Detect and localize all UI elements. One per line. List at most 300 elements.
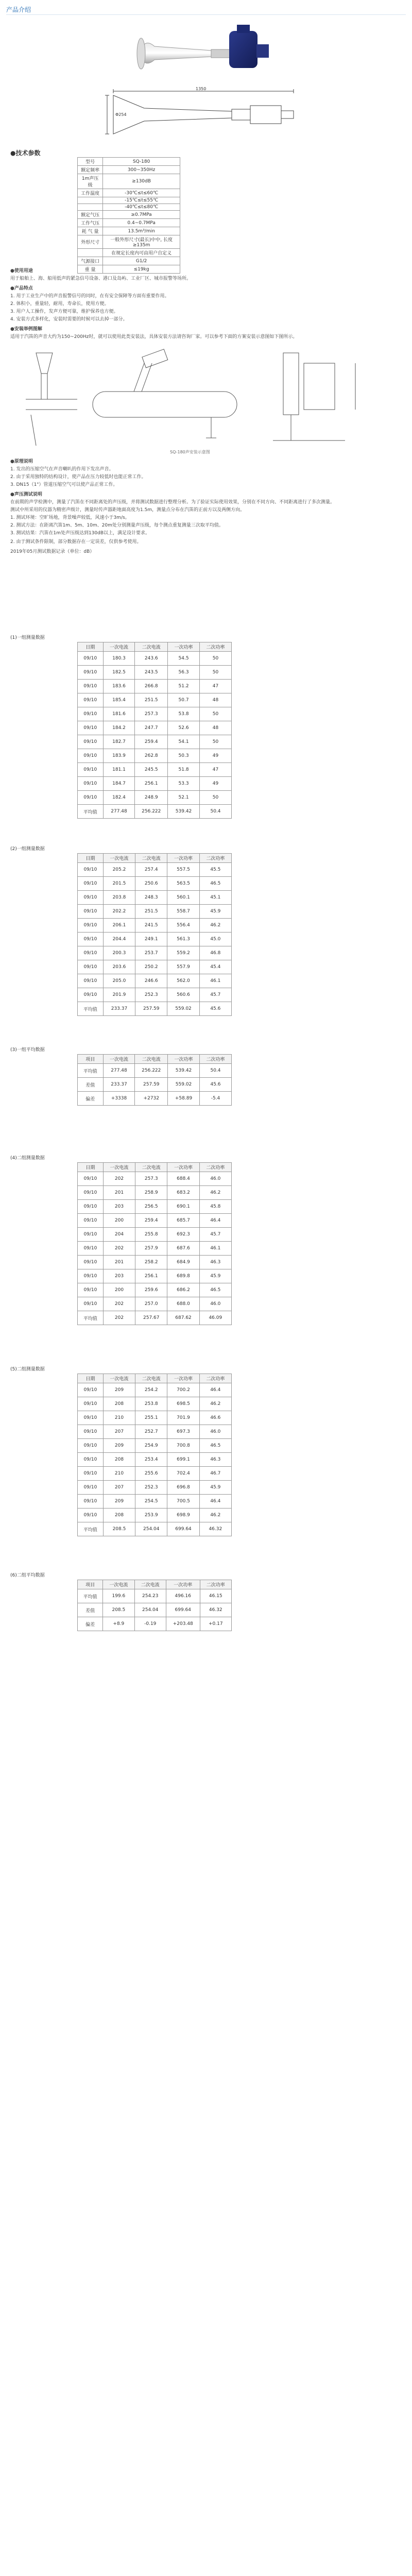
spec-row [78, 249, 180, 257]
table-header: 二次功率 [199, 854, 231, 863]
table-cell: 256.1 [135, 777, 168, 791]
table-header: 二次功率 [200, 1580, 231, 1589]
table-cell: 46.6 [199, 1411, 231, 1425]
table-header: 一次电流 [103, 1374, 135, 1383]
table-cell: 202.2 [103, 905, 135, 919]
spec-value: 在规定长度内可由用户自定义 [103, 249, 180, 257]
spec-row [78, 158, 180, 166]
table-cell: 09/10 [78, 974, 104, 988]
table-cell: 688.0 [167, 1297, 199, 1311]
table-cell: 45.7 [199, 1228, 231, 1242]
table-cell: 46.0 [199, 1425, 231, 1439]
feature-item: 4. 安装方式多样化，安装时需要的时候可以去掉一部分。 [10, 317, 128, 322]
table-cell: 182.4 [103, 791, 135, 805]
table-cell: 684.9 [167, 1256, 199, 1269]
table-cell: 699.64 [166, 1603, 200, 1617]
table-header: 二次电流 [135, 642, 168, 652]
table-cell: 46.2 [199, 1509, 231, 1522]
table-cell: 690.1 [167, 1200, 199, 1214]
test-paragraph: 1. 测试环境：空旷场地，背景噪声较低，风速小于3m/s。 [10, 515, 130, 520]
table-row [78, 1383, 232, 1397]
table-cell: 09/10 [78, 905, 104, 919]
table-cell: 204.4 [103, 933, 135, 946]
table-cell: 702.4 [167, 1467, 199, 1481]
spec-label: 1m声压级 [78, 174, 103, 189]
table-cell: 252.3 [135, 1481, 167, 1495]
spec-row [78, 235, 180, 249]
table-cell: 09/10 [78, 988, 104, 1002]
table-cell: 700.5 [167, 1495, 199, 1509]
table-cell: 200 [103, 1214, 135, 1228]
table-cell: 09/10 [78, 960, 104, 974]
dimension-drawing [103, 85, 309, 144]
table-header: 一次电流 [103, 1163, 135, 1172]
table-cell: 184.7 [103, 777, 135, 791]
table-cell: 559.02 [168, 1078, 200, 1092]
table-cell: 56.3 [168, 666, 200, 680]
table-row [78, 1172, 232, 1186]
table-header: 日期 [78, 1374, 104, 1383]
table-row [78, 735, 232, 749]
table-cell: +8.9 [103, 1617, 134, 1631]
table-cell: 50 [200, 707, 232, 721]
table-cell: 09/10 [78, 877, 104, 891]
table-cell: 09/10 [78, 863, 104, 877]
dim-mouth-label: Φ254 [115, 112, 127, 117]
table-header: 日期 [78, 854, 104, 863]
table-cell: 49 [200, 749, 232, 763]
table-cell: 210 [103, 1467, 135, 1481]
table-cell: 255.8 [135, 1228, 167, 1242]
table-cell: 46.2 [199, 1397, 231, 1411]
table-cell: 563.5 [167, 877, 199, 891]
table-cell: 250.6 [135, 877, 167, 891]
test-paragraph: 测试中所采用的仪器为精密声级计，测量时传声器距地面高度为1.5m，测量点分布在汽笛的正前方以及两侧方向。 [10, 507, 245, 513]
table-cell: 50 [200, 652, 232, 666]
table-cell: 50 [200, 735, 232, 749]
table-cell: 258.9 [135, 1186, 167, 1200]
table-cell: 09/10 [78, 680, 104, 693]
table-row [78, 1439, 232, 1453]
table-cell: 255.6 [135, 1467, 167, 1481]
table-header: 二次电流 [135, 1374, 167, 1383]
table-cell: 277.48 [103, 1064, 135, 1078]
table-cell: 250.2 [135, 960, 167, 974]
table-cell: 09/10 [78, 1509, 104, 1522]
breadcrumb[interactable]: 产品介绍 [6, 6, 31, 13]
table-cell: 248.9 [135, 791, 168, 805]
spec-label: 工作气压 [78, 219, 103, 227]
table-cell: 209 [103, 1439, 135, 1453]
table-cell: 699.64 [167, 1522, 199, 1536]
table-cell: 45.8 [199, 1200, 231, 1214]
table-cell: 208.5 [103, 1603, 134, 1617]
table-cell: 09/10 [78, 791, 104, 805]
table-cell: 50.7 [168, 693, 200, 707]
table-cell: 561.3 [167, 933, 199, 946]
table-caption: (3)一组平均数据 [10, 1047, 45, 1053]
table-cell: 09/10 [78, 1200, 104, 1214]
table-cell: 180.3 [103, 652, 135, 666]
table-cell: 平均值 [78, 1589, 103, 1603]
table-cell: 45.4 [199, 960, 231, 974]
table-row [78, 1186, 232, 1200]
table-cell: 266.8 [135, 680, 168, 693]
table-row [78, 791, 232, 805]
table-cell: 09/10 [78, 1269, 104, 1283]
table-cell: 平均值 [78, 1002, 104, 1016]
table-row [78, 1522, 232, 1536]
table-row [78, 680, 232, 693]
table-cell: 558.7 [167, 905, 199, 919]
table-cell: 09/10 [78, 1495, 104, 1509]
data-table [77, 1374, 232, 1536]
table-header: 二次电流 [135, 854, 167, 863]
table-cell: 46.5 [199, 1439, 231, 1453]
table-cell: 09/10 [78, 1172, 104, 1186]
table-cell: -5.4 [200, 1092, 232, 1106]
spec-row [78, 204, 180, 211]
table-cell: 201 [103, 1256, 135, 1269]
table-cell: 199.6 [103, 1589, 134, 1603]
table-row [78, 1256, 232, 1269]
spec-value: -30℃≤t≤60℃ [103, 189, 180, 197]
installation-figure [15, 343, 397, 448]
table-cell: 09/10 [78, 1383, 104, 1397]
table-cell: 560.6 [167, 988, 199, 1002]
table-cell: 248.3 [135, 891, 167, 905]
spec-value: G1/2 [103, 257, 180, 265]
table-caption: (2)一组测量数据 [10, 846, 45, 852]
table-row [78, 1311, 232, 1325]
table-cell: 09/10 [78, 693, 104, 707]
spec-label: 气源接口 [78, 257, 103, 265]
table-cell: 09/10 [78, 1397, 104, 1411]
table-cell: 243.6 [135, 652, 168, 666]
table-cell: 平均值 [78, 1064, 104, 1078]
table-row [78, 652, 232, 666]
table-row [78, 1425, 232, 1439]
table-cell: 52.6 [168, 721, 200, 735]
table-cell: 560.1 [167, 891, 199, 905]
table-cell: 09/10 [78, 1256, 104, 1269]
table-row [78, 1509, 232, 1522]
data-table [77, 1054, 232, 1106]
table-cell: 253.8 [135, 1397, 167, 1411]
table-cell: 256.222 [135, 805, 168, 819]
table-cell: 246.6 [135, 974, 167, 988]
table-cell: 183.6 [103, 680, 135, 693]
table-cell: 181.6 [103, 707, 135, 721]
table-row [78, 805, 232, 819]
table-cell: 平均值 [78, 1311, 104, 1325]
install-title: ●安装举例图解 [10, 327, 42, 332]
product-photo [134, 22, 278, 78]
intro-title: ●使用用途 [10, 268, 33, 274]
table-cell: 698.5 [167, 1397, 199, 1411]
spec-label: 额定频率 [78, 166, 103, 174]
spec-value: 13.5m³/min [103, 227, 180, 235]
table-cell: 208.5 [103, 1522, 135, 1536]
table-cell: 45.6 [200, 1078, 232, 1092]
table-cell: 09/10 [78, 946, 104, 960]
table-cell: 203 [103, 1269, 135, 1283]
table-row [78, 1064, 232, 1078]
test-paragraphs [10, 499, 402, 537]
table-cell: 207 [103, 1481, 135, 1495]
table-cell: 09/10 [78, 919, 104, 933]
table-cell: 556.4 [167, 919, 199, 933]
table-cell: +3338 [103, 1092, 135, 1106]
table-cell: 09/10 [78, 1283, 104, 1297]
table-cell: 53.3 [168, 777, 200, 791]
table-cell: 257.59 [135, 1078, 168, 1092]
table-cell: 277.48 [103, 805, 135, 819]
principle-title: ●原理说明 [10, 459, 33, 464]
table-cell: 183.9 [103, 749, 135, 763]
table-cell: 687.62 [167, 1311, 199, 1325]
table-cell: 09/10 [78, 1453, 104, 1467]
table-cell: 207 [103, 1425, 135, 1439]
table-cell: 539.42 [168, 805, 200, 819]
table-cell: 699.1 [167, 1453, 199, 1467]
table-cell: 689.8 [167, 1269, 199, 1283]
table-cell: 差值 [78, 1078, 104, 1092]
table-row [78, 1283, 232, 1297]
table-cell: 46.1 [199, 974, 231, 988]
table-cell: 257.0 [135, 1297, 167, 1311]
table-header: 项目 [78, 1580, 103, 1589]
table-row [78, 1078, 232, 1092]
table-cell: 245.5 [135, 763, 168, 777]
table-header: 一次功率 [167, 854, 199, 863]
table-cell: 09/10 [78, 933, 104, 946]
table-caption: (5)二组测量数据 [10, 1367, 45, 1372]
table-cell: 50 [200, 791, 232, 805]
table-row [78, 777, 232, 791]
table-cell: 53.8 [168, 707, 200, 721]
table-header: 日期 [78, 642, 104, 652]
table-row [78, 1228, 232, 1242]
table-cell: 688.4 [167, 1172, 199, 1186]
table-cell: 平均值 [78, 805, 104, 819]
table-row [78, 891, 232, 905]
table-cell: 254.5 [135, 1495, 167, 1509]
table-header: 一次功率 [167, 1374, 199, 1383]
spec-label [78, 197, 103, 204]
test-paragraph: 2. 测试方法：在距离汽笛1m、5m、10m、20m处分别测量声压级，每个测点重复测量三次取平均值。 [10, 523, 224, 528]
table-cell: 54.1 [168, 735, 200, 749]
table-cell: 09/10 [78, 777, 104, 791]
table-cell: 256.1 [135, 1269, 167, 1283]
table-row [78, 666, 232, 680]
table-cell: 09/10 [78, 891, 104, 905]
tables-title: 2019年05月测试数据记录（单位：dB） [10, 549, 95, 554]
table-cell: 208 [103, 1453, 135, 1467]
table-cell: 09/10 [78, 1242, 104, 1256]
figure-caption: SQ-180声安装示意图 [170, 450, 210, 454]
table-row [78, 1617, 232, 1631]
table-cell: 09/10 [78, 735, 104, 749]
spec-label [78, 249, 103, 257]
table-row [78, 1092, 232, 1106]
table-cell: 233.37 [103, 1002, 135, 1016]
table-cell: 259.4 [135, 1214, 167, 1228]
table-cell: 233.37 [103, 1078, 135, 1092]
table-caption: (4)二组测量数据 [10, 1156, 45, 1161]
table-cell: 256.5 [135, 1200, 167, 1214]
table-cell: 209 [103, 1383, 135, 1397]
table-row [78, 919, 232, 933]
spec-row [78, 211, 180, 219]
table-cell: 182.5 [103, 666, 135, 680]
table-cell: 254.9 [135, 1439, 167, 1453]
table-header: 二次功率 [200, 642, 232, 652]
spec-row [78, 166, 180, 174]
table-cell: 257.9 [135, 1242, 167, 1256]
table-cell: 09/10 [78, 1186, 104, 1200]
table-cell: 09/10 [78, 652, 104, 666]
table-cell: 254.04 [135, 1522, 167, 1536]
table-cell: +58.89 [168, 1092, 200, 1106]
table-row [78, 693, 232, 707]
table-cell: 257.67 [135, 1311, 167, 1325]
table-row [78, 1481, 232, 1495]
table-cell: 09/10 [78, 749, 104, 763]
feature-item: 2. 体积小，重量轻，耐用，寿命长，使用方便。 [10, 301, 109, 307]
table-cell: 09/10 [78, 1411, 104, 1425]
spec-label: 耗 气 量 [78, 227, 103, 235]
table-cell: 45.1 [199, 891, 231, 905]
table-cell: 46.5 [199, 877, 231, 891]
table-row [78, 1242, 232, 1256]
table-header: 项目 [78, 1055, 104, 1064]
table-cell: 48 [200, 693, 232, 707]
spec-row [78, 257, 180, 265]
table-cell: 559.2 [167, 946, 199, 960]
table-header: 二次电流 [135, 1055, 168, 1064]
table-cell: 48 [200, 721, 232, 735]
table-cell: 255.1 [135, 1411, 167, 1425]
data-table [77, 853, 232, 1016]
table-cell: 254.23 [134, 1589, 166, 1603]
table-row [78, 721, 232, 735]
spec-row [78, 219, 180, 227]
table-cell: 210 [103, 1411, 135, 1425]
table-cell: 698.9 [167, 1509, 199, 1522]
table-cell: 偏差 [78, 1092, 104, 1106]
table-cell: 46.0 [199, 1297, 231, 1311]
table-cell: 185.4 [103, 693, 135, 707]
principle-item: 1. 发出的压缩空气在声音喇叭的作用下发出声音。 [10, 467, 114, 472]
table-row [78, 1297, 232, 1311]
table-cell: 204 [103, 1228, 135, 1242]
table-cell: 241.5 [135, 919, 167, 933]
table-cell: 701.9 [167, 1411, 199, 1425]
table-cell: 259.6 [135, 1283, 167, 1297]
table-cell: 09/10 [78, 1228, 104, 1242]
table-cell: 46.4 [199, 1495, 231, 1509]
table-cell: 243.5 [135, 666, 168, 680]
feature-item: 1. 用于工业生产中的声音报警信号的同时，在有安全保障等方面有重要作用。 [10, 294, 169, 299]
table-cell: 45.9 [199, 1269, 231, 1283]
table-cell: 201.9 [103, 988, 135, 1002]
table-cell: 50.3 [168, 749, 200, 763]
table-cell: 45.7 [199, 988, 231, 1002]
test-title: ●声压测试说明 [10, 492, 42, 497]
table-cell: 685.7 [167, 1214, 199, 1228]
table-cell: 257.3 [135, 1172, 167, 1186]
spec-row [78, 174, 180, 189]
table-header: 一次功率 [167, 1163, 199, 1172]
table-cell: 254.04 [134, 1603, 166, 1617]
spec-value: ≥0.7MPa [103, 211, 180, 219]
table-cell: +2732 [135, 1092, 168, 1106]
result-note: 2. 由于测试条件限制，部分数据存在一定误差，仅供参考使用。 [10, 539, 142, 545]
table-cell: 562.0 [167, 974, 199, 988]
principle-list [10, 466, 402, 488]
spec-value: ≥130dB [103, 174, 180, 189]
table-cell: 47 [200, 680, 232, 693]
table-cell: 54.5 [168, 652, 200, 666]
table-cell: 50 [200, 666, 232, 680]
spec-label: 外形尺寸 [78, 235, 103, 249]
table-cell: 205.0 [103, 974, 135, 988]
table-cell: 254.2 [135, 1383, 167, 1397]
table-cell: 208 [103, 1397, 135, 1411]
table-row [78, 988, 232, 1002]
spec-label: 额定气压 [78, 211, 103, 219]
table-cell: 51.8 [168, 763, 200, 777]
table-row [78, 933, 232, 946]
table-cell: 46.0 [199, 1172, 231, 1186]
spec-value: SQ-180 [103, 158, 180, 166]
data-table [77, 1580, 232, 1631]
table-cell: 46.4 [199, 1383, 231, 1397]
table-header: 一次电流 [103, 642, 135, 652]
table-cell: 46.7 [199, 1467, 231, 1481]
spec-value: -15℃≤t≤55℃ [103, 197, 180, 204]
table-header: 一次电流 [103, 1580, 134, 1589]
table-row [78, 1603, 232, 1617]
table-cell: 182.7 [103, 735, 135, 749]
table-cell: 09/10 [78, 666, 104, 680]
table-cell: 200 [103, 1283, 135, 1297]
table-cell: 46.15 [200, 1589, 231, 1603]
table-row [78, 1467, 232, 1481]
table-cell: 253.9 [135, 1509, 167, 1522]
table-cell: 201 [103, 1186, 135, 1200]
table-cell: 257.59 [135, 1002, 167, 1016]
table-cell: 49 [200, 777, 232, 791]
table-header: 一次电流 [103, 1055, 135, 1064]
spec-table [77, 157, 180, 274]
table-cell: 46.32 [200, 1603, 231, 1617]
table-row [78, 877, 232, 891]
table-row [78, 707, 232, 721]
spec-value: -40℃≤t≤80℃ [103, 204, 180, 211]
table-row [78, 1495, 232, 1509]
table-cell: 202 [103, 1297, 135, 1311]
table-cell: 256.222 [135, 1064, 168, 1078]
table-row [78, 1453, 232, 1467]
table-cell: 09/10 [78, 1214, 104, 1228]
table-cell: 45.5 [199, 863, 231, 877]
spec-label: 重 量 [78, 265, 103, 274]
table-cell: 50.4 [200, 805, 232, 819]
table-row [78, 1589, 232, 1603]
table-cell: 46.09 [199, 1311, 231, 1325]
